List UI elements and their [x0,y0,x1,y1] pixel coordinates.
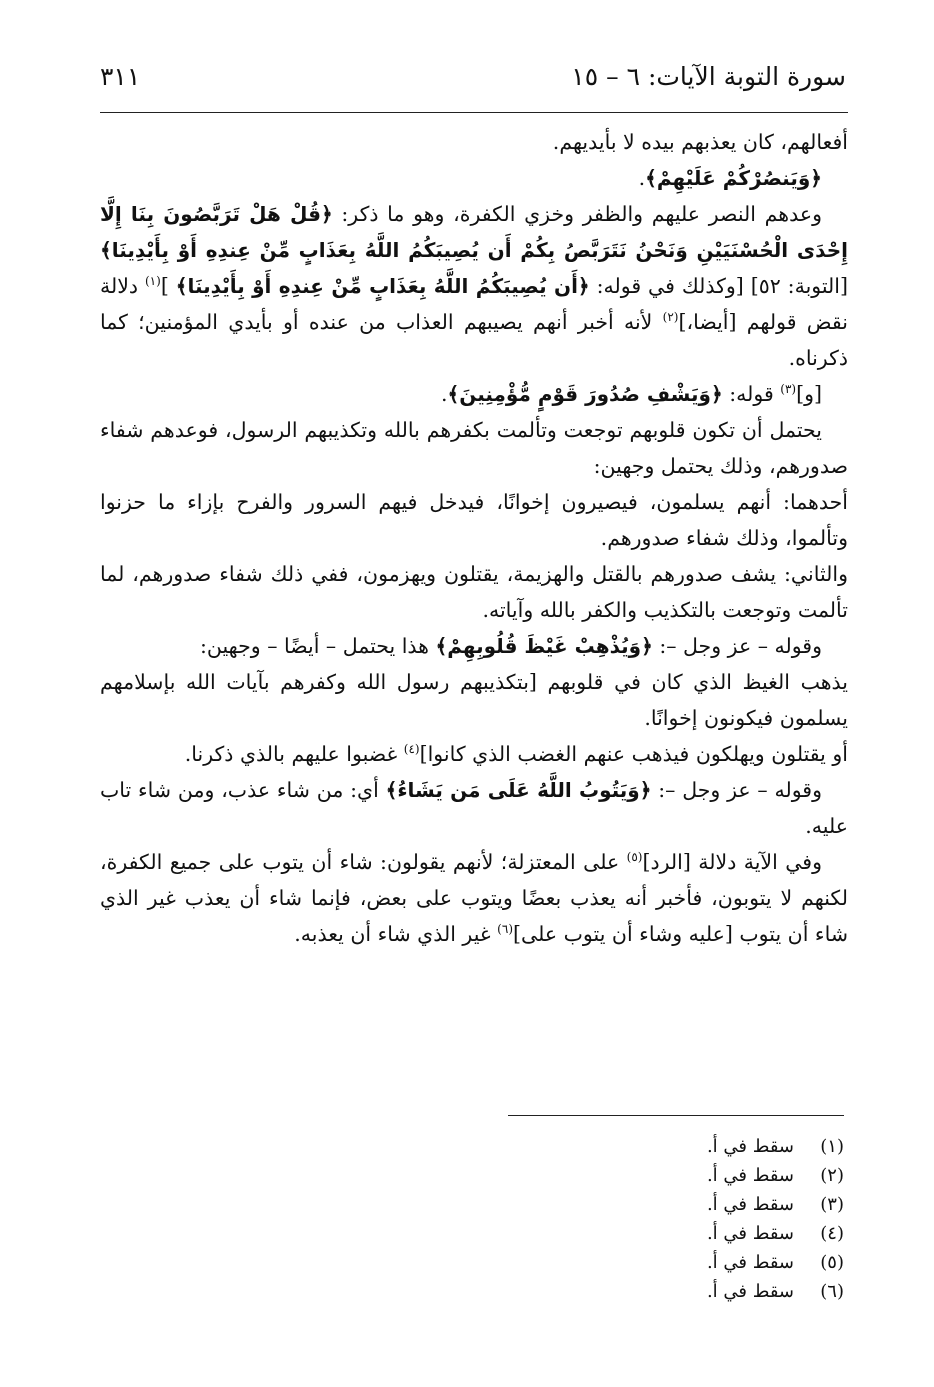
paragraph-1: أفعالهم، كان يعذبهم بيده لا بأيديهم. [552,130,848,154]
footnote-number: (٦) [820,1281,844,1302]
paragraph-text: غضبوا عليهم بالذي ذكرنا. [184,742,404,766]
paragraph-text: لأنه أخبر أنهم يصيبهم العذاب من عنده أو بأيدي المؤمنين؛ كما ذكرناه. [100,310,848,370]
footnote-item [100,1248,844,1277]
paragraph-text: قوله: [722,382,781,406]
paragraph-text: . [440,382,448,406]
paragraph-text: وقوله – عز وجل –: [652,634,822,658]
header-divider [100,112,848,113]
paragraph-12 [100,844,848,952]
footnote-number: (٣) [820,1194,844,1215]
quran-verse: ﴿وَيَنصُرْكُمْ عَلَيْهِمْ﴾ [645,166,822,190]
paragraph-8 [100,628,848,664]
paragraph-text: أو يقتلون ويهلكون فيذهب عنهم الغضب الذي كانوا] [419,742,848,766]
main-text [100,124,848,952]
paragraph-9: يذهب الغيظ الذي كان في قلوبهم [بتكذيبهم رسول الله وكفرهم بآيات الله بإسلامهم يسلمون فيكونون إخوانًا. [100,670,848,730]
paragraph-text: وعدهم النصر عليهم والظفر وخزي الكفرة، وهو ما ذكر: [332,202,822,226]
footnote-text: سقط في أ. [706,1136,794,1157]
paragraph-text: هذا يحتمل – أيضًا – وجهين: [199,634,436,658]
footnote-ref: (٤) [403,742,420,757]
footnote-ref: (٢) [662,310,679,325]
footnote-text: سقط في أ. [706,1194,794,1215]
footnote-number: (٥) [820,1252,844,1273]
paragraph-10 [100,736,848,772]
paragraph-11 [100,772,848,844]
paragraph-text: [التوبة: ٥٢] [وكذلك في قوله: [589,274,848,298]
footnote-item [100,1132,844,1161]
footnote-divider [508,1115,844,1116]
paragraph-5: يحتمل أن تكون قلوبهم توجعت وتألمت بكفرهم بالله وتكذيبهم الرسول، فوعدهم شفاء صدورهم، وذلك يحتمل وجهين: [100,418,848,478]
paragraph-7: والثاني: يشف صدورهم بالقتل والهزيمة، يقتلون ويهزمون، ففي ذلك شفاء صدورهم، لما تألمت وتوجعت بالتكذيب والكفر بالله وآياته. [100,562,848,622]
footnote-item [100,1277,844,1306]
footnote-item [100,1219,844,1248]
footnote-ref: (١) [144,274,161,289]
running-title: سورة التوبة الآيات: ٦ – ١٥ [571,62,846,91]
footnote-item [100,1161,844,1190]
paragraph-text: وفي الآية دلالة [الرد] [642,850,822,874]
paragraph-text: ] [160,274,176,298]
paragraph-text: على المعتزلة؛ لأنهم يقولون: شاء أن يتوب على جميع الكفرة، لكنهم لا يتوبون، فأخبر أنه يعذب بعضًا ويتوب على بعض، فإنما شاء أن يعذب غير الذي شاء أن يتوب [عليه وشاء أن يتوب على] [100,850,848,946]
paragraph-4 [100,376,848,412]
paragraph-text: . [638,166,646,190]
quran-verse: ﴿وَيَشْفِ صُدُورَ قَوْمٍ مُّؤْمِنِينَ﴾ [447,382,723,406]
footnotes [100,1132,844,1306]
page-number: ٣١١ [100,62,141,91]
footnote-number: (٤) [820,1223,844,1244]
footnote-ref: (٦) [497,922,513,937]
paragraph-text: غير الذي شاء أن يعذبه. [294,922,498,946]
footnote-number: (٢) [820,1165,844,1186]
footnote-number: (١) [820,1136,844,1157]
quran-verse: ﴿أَن يُصِيبَكُمُ اللَّهُ بِعَذَابٍ مِّنْ عِندِهِ أَوْ بِأَيْدِينَا﴾ [175,274,590,298]
paragraph-2 [100,160,848,196]
quran-verse: ﴿قُلْ هَلْ تَرَبَّصُونَ بِنَا إِلَّا إِحْدَى الْحُسْنَيَيْنِ وَنَحْنُ نَتَرَبَّصُ بِكُمْ أَن يُصِيبَكُمُ اللَّهُ بِعَذَابٍ مِّنْ عِندِهِ أَوْ بِأَيْدِينَا﴾ [100,202,848,262]
footnote-text: سقط في أ. [706,1281,794,1302]
footnote-text: سقط في أ. [706,1252,794,1273]
footnote-item [100,1190,844,1219]
paragraph-text: أي: من شاء عذب، ومن شاء تاب عليه. [100,778,848,838]
paragraph-text: دلالة نقض قولهم [أيضا،] [100,274,848,334]
paragraph-text: [و] [796,382,822,406]
paragraph-3 [100,196,848,376]
footnote-text: سقط في أ. [706,1223,794,1244]
paragraph-text: وقوله – عز وجل –: [651,778,823,802]
quran-verse: ﴿وَيُذْهِبْ غَيْظَ قُلُوبِهِمْ﴾ [435,634,653,658]
quran-verse: ﴿وَيَتُوبُ اللَّهُ عَلَى مَن يَشَاءُ﴾ [385,778,652,802]
footnote-ref: (٥) [626,850,643,865]
footnote-ref: (٣) [780,382,797,397]
paragraph-6: أحدهما: أنهم يسلمون، فيصيرون إخوانًا، فيدخل فيهم السرور والفرح بإزاء ما حزنوا وتألموا، وذلك شفاء صدورهم. [100,490,848,550]
page-header [100,58,846,98]
footnote-text: سقط في أ. [706,1165,794,1186]
